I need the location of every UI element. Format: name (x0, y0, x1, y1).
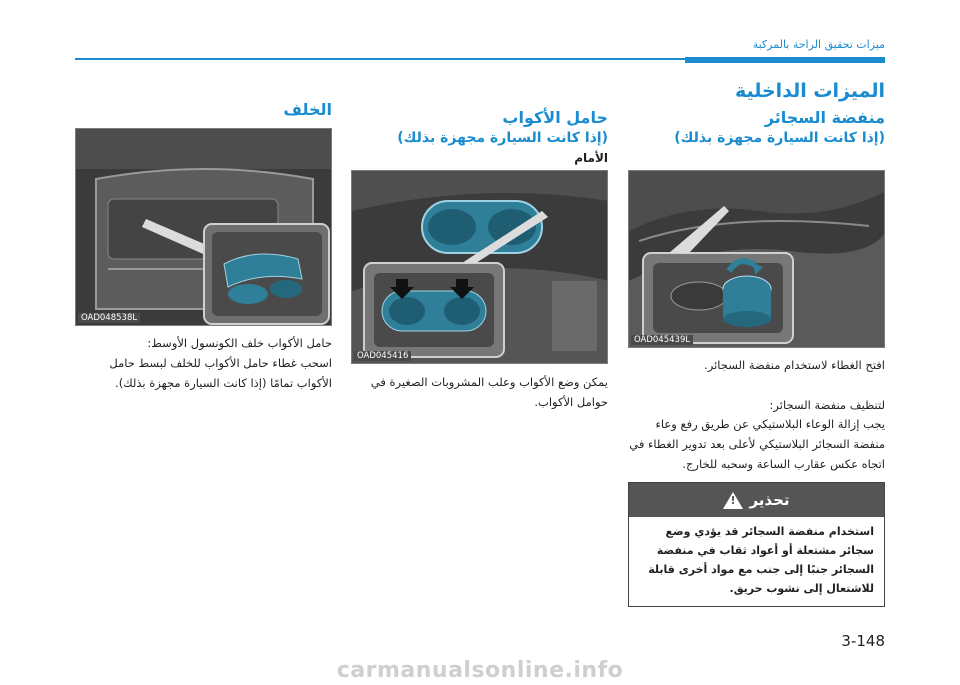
ashtray-heading: منفضة السجائر (764, 108, 885, 127)
cupholder-heading: حامل الأكواب (502, 108, 608, 127)
cupholder-front-section (351, 78, 608, 166)
cupholder-front-figure (351, 170, 608, 364)
cupholder-rear-para-heading: حامل الأكواب خلف الكونسول الأوسط: (147, 336, 332, 350)
cupholder-subheading: (إذا كانت السيارة مجهزة بذلك) (397, 130, 608, 146)
ashtray-para-clean-heading: لتنظيف منفضة السجائر: (769, 398, 885, 412)
rear-cupholder-illustration (76, 129, 332, 326)
ashtray-section (628, 78, 885, 148)
ashtray-figure (628, 170, 885, 348)
front-cupholder-illustration (352, 171, 608, 364)
warning-box (628, 482, 885, 607)
watermark-text: carmanualsonline.info (336, 658, 624, 683)
figure-code-label: OAD048538L (78, 313, 140, 323)
figure-code-label: OAD045439L (631, 335, 693, 345)
cupholder-rear-section (75, 78, 332, 120)
warning-text: استخدام منفضة السجائر قد يؤدي وضع سجائر مشتعلة أو أعواد ثقاب في منفضة السجائر جنبًا إلى جنب مع مواد أخرى قابلة للاشتعال إلى نشوب حريق. (648, 525, 874, 595)
cupholder-rear-figure (75, 128, 332, 326)
warning-triangle-icon: ! (723, 492, 743, 509)
page-number: 3-148 (841, 632, 885, 650)
rear-heading: الخلف (283, 100, 332, 119)
ashtray-illustration (629, 171, 885, 348)
ashtray-para-clean-steps: يجب إزالة الوعاء البلاستيكي عن طريق رفع وعاء منفضة السجائر البلاستيكي لأعلى بعد تدوير الغطاء في اتجاه عكس عقارب الساعة وسحبه للخارج. (629, 417, 885, 471)
cupholder-rear-para-body: اسحب غطاء حامل الأكواب للخلف لبسط حامل الأكواب تمامًا (إذا كانت السيارة مجهزة بذلك). (109, 356, 332, 390)
warning-header (629, 483, 884, 517)
warning-title: تحذير (749, 491, 790, 509)
figure-code-label: OAD045416 (354, 351, 411, 361)
running-header-title: ميزات تحقيق الراحة بالمركبة (752, 38, 885, 51)
section-title: الميزات الداخلية (734, 80, 885, 102)
cupholder-front-para: يمكن وضع الأكواب وعلب المشروبات الصغيرة في حوامل الأكواب. (370, 375, 608, 409)
ashtray-subheading: (إذا كانت السيارة مجهزة بذلك) (674, 130, 885, 146)
front-label: الأمام (574, 151, 608, 165)
header-accent-bar (685, 57, 885, 63)
ashtray-para-open: افتح الغطاء لاستخدام منفضة السجائر. (704, 358, 885, 372)
